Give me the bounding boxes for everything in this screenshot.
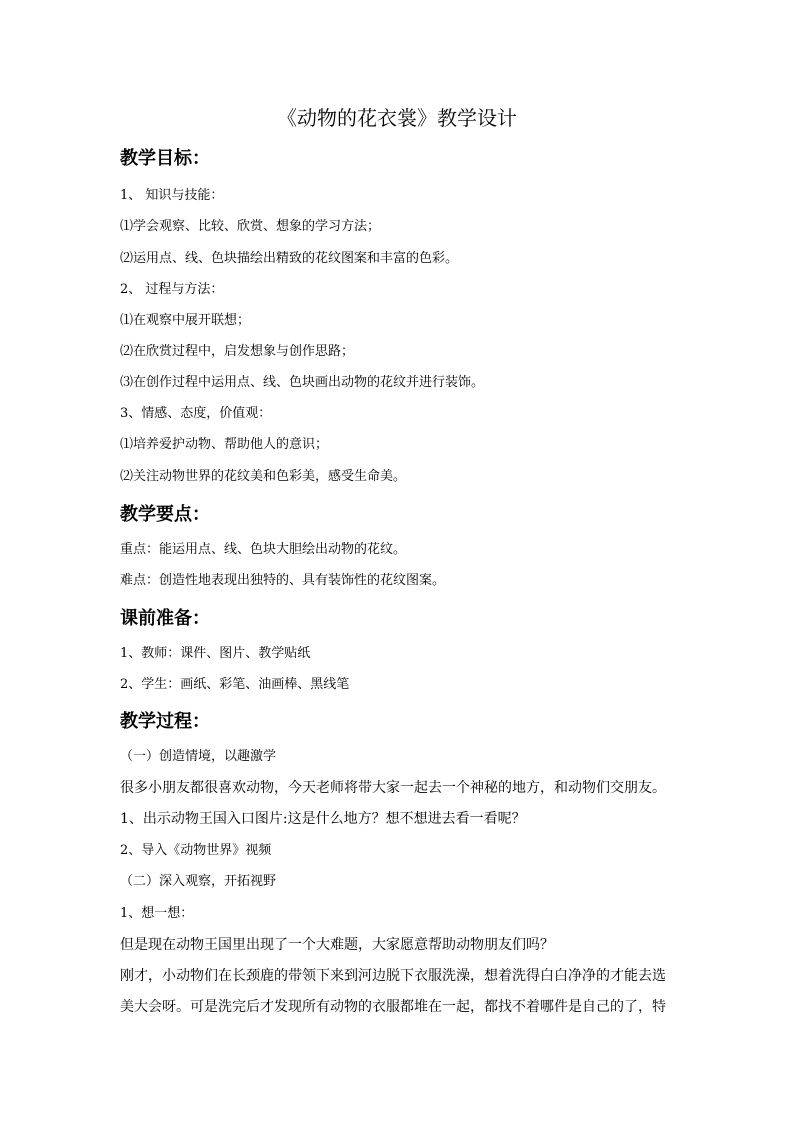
key-points-line-2: 难点：创造性地表现出独特的、具有装饰性的花纹图案。 <box>120 573 446 588</box>
objectives-heading: 教学目标： <box>120 148 210 169</box>
process-line-9: 美大会呀。可是洗完后才发现所有动物的衣服都堆在一起，都找不着哪件是自己的了，特 <box>120 999 666 1015</box>
objectives-line-8: 3、情感、态度，价值观： <box>120 406 272 421</box>
preparation-line-1: 1、教师：课件、图片、教学贴纸 <box>120 646 311 661</box>
objectives-line-7: ⑶在创作过程中运用点、线、色块画出动物的花纹并进行装饰。 <box>120 375 485 390</box>
process-line-8: 刚才，小动物们在长颈鹿的带领下来到河边脱下衣服洗澡，想着洗得白白净净的才能去选 <box>120 968 666 984</box>
key-points-line-1: 重点：能运用点、线、色块大胆绘出动物的花纹。 <box>120 542 407 557</box>
objectives-line-2: ⑴学会观察、比较、欣赏、想象的学习方法； <box>120 219 381 234</box>
objectives-line-4: 2、 过程与方法： <box>120 282 224 297</box>
objectives-line-3: ⑵运用点、线、色块描绘出精致的花纹图案和丰富的色彩。 <box>120 251 459 266</box>
process-line-4: 2、导入《动物世界》视频 <box>120 843 272 858</box>
objectives-line-9: ⑴培养爱护动物、帮助他人的意识； <box>120 437 329 452</box>
preparation-line-2: 2、学生：画纸、彩笔、油画棒、黑线笔 <box>120 677 350 692</box>
process-line-1: （一）创造情境，以趣激学 <box>120 749 277 764</box>
process-line-5: （二）深入观察，开拓视野 <box>120 874 277 889</box>
process-heading: 教学过程： <box>120 711 210 732</box>
objectives-line-10: ⑵关注动物世界的花纹美和色彩美，感受生命美。 <box>120 469 407 484</box>
objectives-line-1: 1、 知识与技能： <box>120 188 224 203</box>
document-title: 《动物的花衣裳》教学设计 <box>277 106 517 130</box>
objectives-line-6: ⑵在欣赏过程中，启发想象与创作思路； <box>120 344 355 359</box>
process-line-7: 但是现在动物王国里出现了一个大难题，大家愿意帮助动物朋友们吗？ <box>120 937 554 953</box>
process-line-2: 很多小朋友都很喜欢动物，今天老师将带大家一起去一个神秘的地方，和动物们交朋友。 <box>120 780 666 796</box>
process-line-3: 1、出示动物王国入口图片:这是什么地方？想不想进去看一看呢？ <box>120 811 526 827</box>
preparation-heading: 课前准备： <box>120 608 210 629</box>
process-line-6: 1、想一想： <box>120 906 194 921</box>
objectives-line-5: ⑴在观察中展开联想； <box>120 313 251 328</box>
key-points-heading: 教学要点： <box>120 504 210 525</box>
